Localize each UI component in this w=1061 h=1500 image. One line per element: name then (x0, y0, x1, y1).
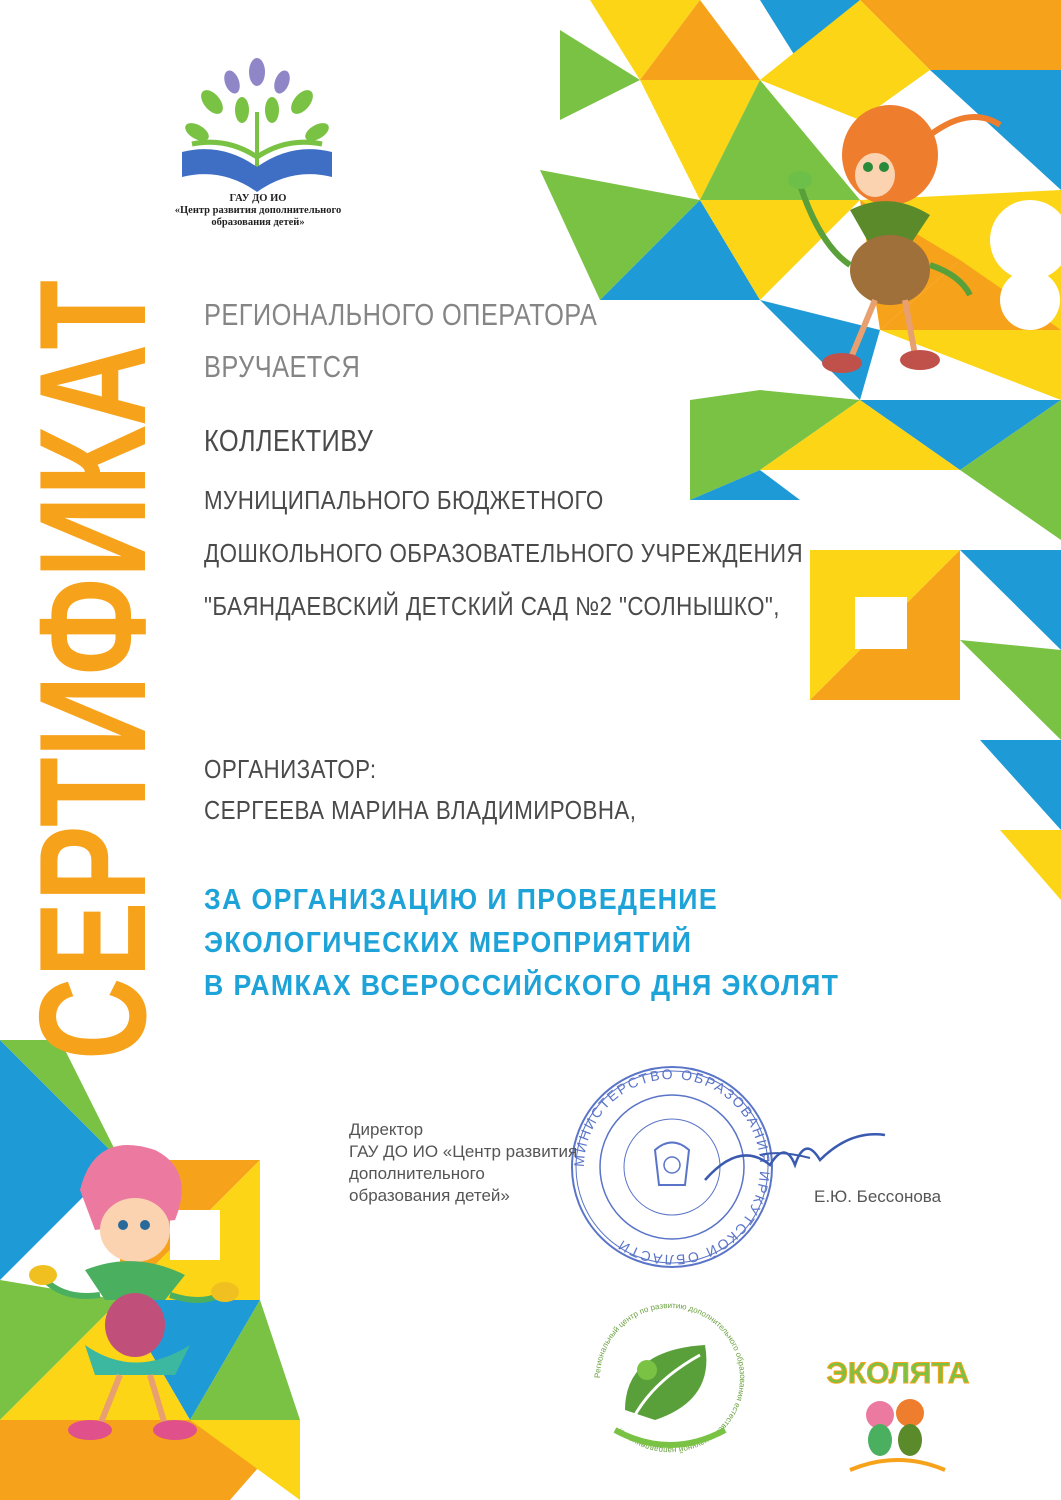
recipient-line-3: "БАЯНДАЕВСКИЙ ДЕТСКИЙ САД №2 "СОЛНЫШКО", (204, 591, 780, 621)
reason-line-1: ЗА ОРГАНИЗАЦИЮ И ПРОВЕДЕНИЕ (204, 884, 719, 916)
ekolyata-logo-icon (810, 1345, 985, 1480)
recipient-type: КОЛЛЕКТИВУ (204, 423, 374, 458)
recipient-line-2: ДОШКОЛЬНОГО ОБРАЗОВАТЕЛЬНОГО УЧРЕЖДЕНИЯ (204, 538, 804, 568)
director-role-line-1: Директор (349, 1120, 424, 1139)
issuer-line: РЕГИОНАЛЬНОГО ОПЕРАТОРА (204, 297, 598, 332)
mascot-boy-icon (780, 95, 1010, 385)
logo-org-short: ГАУ ДО ИО (229, 193, 287, 204)
certificate-title-text: СЕРТИФИКАТ (8, 20, 178, 1060)
recipient-line-1: МУНИЦИПАЛЬНОГО БЮДЖЕТНОГО (204, 485, 604, 515)
director-role (349, 1119, 577, 1207)
ekolyata-text: ЭКОЛЯТА (826, 1357, 970, 1390)
reason-line-2: ЭКОЛОГИЧЕСКИХ МЕРОПРИЯТИЙ (204, 927, 693, 959)
logo-org-line2: «Центр развития дополнительного (174, 205, 342, 216)
certificate-title (8, 20, 178, 1070)
director-name: Е.Ю. Бессонова (814, 1187, 942, 1206)
logo-org-line3: образования детей» (211, 217, 305, 228)
eco-center-text: Региональный центр по развитию дополнительного образования естественнонаучной направленности (592, 1300, 748, 1456)
reason-line-3: В РАМКАХ ВСЕРОССИЙСКОГО ДНЯ ЭКОЛЯТ (204, 970, 840, 1002)
signature-icon (700, 1120, 890, 1190)
logo-caption (168, 193, 348, 229)
stamp-text: МИНИСТЕРСТВО ОБРАЗОВАНИЯ ИРКУТСКОЙ ОБЛАСТИ (570, 1065, 774, 1269)
awarded-line: ВРУЧАЕТСЯ (204, 349, 361, 384)
director-role-line-3: дополнительного (349, 1164, 485, 1183)
organizer-name: СЕРГЕЕВА МАРИНА ВЛАДИМИРОВНА, (204, 795, 637, 825)
eco-leaf-logo-icon (585, 1290, 755, 1465)
director-role-line-2: ГАУ ДО ИО «Центр развития (349, 1142, 578, 1161)
organizer-label: ОРГАНИЗАТОР: (204, 754, 377, 784)
director-role-line-4: образования детей» (349, 1186, 510, 1205)
mascot-girl-icon (25, 1130, 245, 1450)
